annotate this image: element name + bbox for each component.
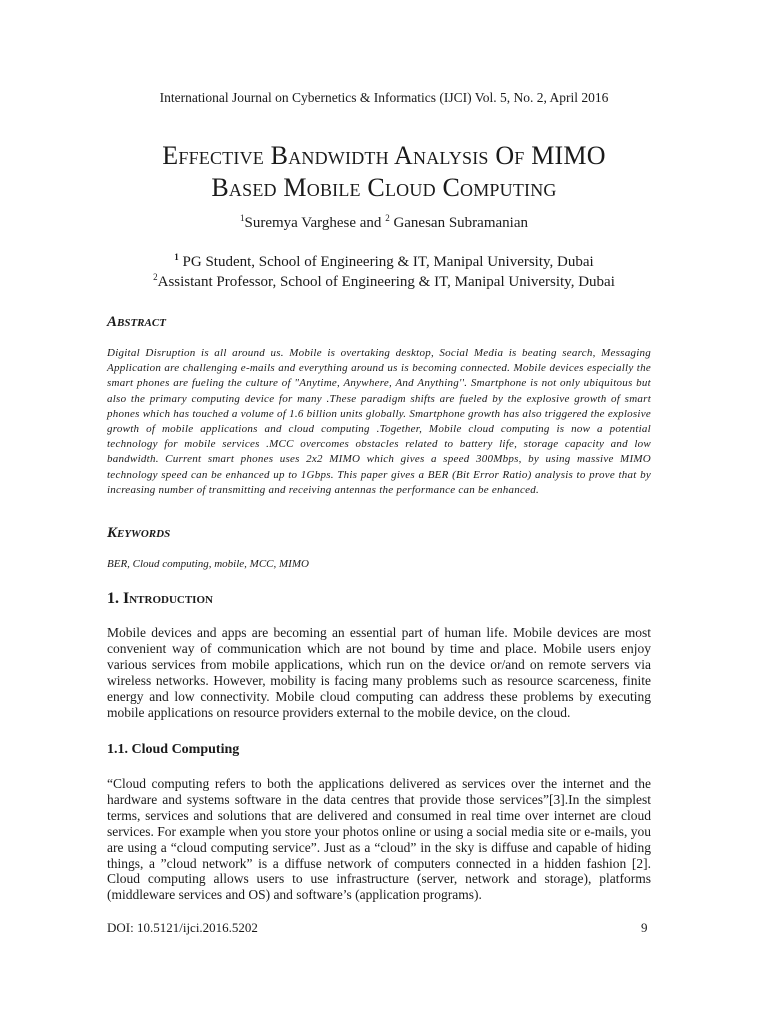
footer-page-number: 9 [641, 920, 648, 935]
paper-title-line1: Effective Bandwidth Analysis Of MIMO [162, 141, 606, 170]
affiliation1-superscript: 1 [174, 252, 179, 262]
introduction-heading: 1. Introduction [107, 590, 213, 607]
affiliation-2 [0, 274, 768, 291]
abstract-heading: Abstract [107, 314, 166, 330]
author1-name: Suremya Varghese [244, 215, 357, 231]
author2-superscript: 2 [385, 213, 390, 223]
affiliation-1 [0, 254, 768, 271]
paper-title-line2: Based Mobile Cloud Computing [211, 173, 557, 202]
keywords-heading: Keywords [107, 525, 171, 541]
author-list [0, 215, 768, 232]
cloud-computing-heading: 1.1. Cloud Computing [107, 742, 240, 757]
affiliation1-text: PG Student, School of Engineering & IT, Manipal University, Dubai [178, 254, 594, 270]
introduction-body: Mobile devices and apps are becoming an essential part of human life. Mobile devices are most convenient way of communication which are not bound by time and place. Mobile users enjoy various services from mobile applications, which run on the device or/and on remote servers via wireless networks. However, mobility is facing many problems such as resource scarceness, finite energy and low connectivity. Mobile cloud computing can address these problems by executing mobile applications on resource providers external to the mobile device, on the cloud. [107, 625, 651, 720]
author1-superscript: 1 [240, 213, 245, 223]
cloud-computing-body: “Cloud computing refers to both the applications delivered as services over the internet and the hardware and systems software in the data centres that provide those services”[3].In the simplest terms, services and solutions that are delivered and consumed in real time over internet are cloud services. For example when you store your photos online or using a social media site or e-mails, you are using a “cloud computing service”. Just as a “cloud” in the sky is diffuse and capable of hiding things, a ”cloud network” is a diffuse network of computers connected in a hidden fashion [2]. Cloud computing allows users to use infrastructure (server, network and storage), platforms (middleware services and OS) and software’s (application programs). [107, 776, 651, 903]
abstract-body: Digital Disruption is all around us. Mobile is overtaking desktop, Social Media is beating search, Messaging Application are challenging e-mails and everything around us is becoming connected. Mobile devices especially the smart phones are fueling the culture of "Anytime, Anywhere, And Anything''. Smartphone is not only ubiquitous but also the primary computing device for many .These paradigm shifts are fueled by the explosive growth of smart phones which has touched a volume of 1.6 billion units globally. Smartphone growth has also triggered the explosive growth of mobile applications and cloud computing .Together, Mobile cloud computing is now a potential technology for mobile services .MCC overcomes obstacles related to battery life, storage capacity and low bandwidth. Current smart phones uses 2x2 MIMO which gives a speed 300Mbps, by using massive MIMO technology speed can be enhanced up to 1Gbps. This paper gives a BER (Bit Error Ratio) analysis to prove that by increasing number of transmitting and receiving antennas the performance can be enhanced. [107, 347, 651, 496]
paper-title [0, 140, 768, 204]
journal-header: International Journal on Cybernetics & Informatics (IJCI) Vol. 5, No. 2, April 2016 [159, 90, 609, 105]
affiliation2-text: Assistant Professor, School of Engineering & IT, Manipal University, Dubai [157, 274, 615, 290]
author2-name: Ganesan Subramanian [389, 215, 528, 231]
affiliation2-superscript: 2 [153, 272, 158, 282]
keywords-body: BER, Cloud computing, mobile, MCC, MIMO [107, 558, 309, 570]
author-conjunction: and [356, 215, 386, 231]
footer-doi: DOI: 10.5121/ijci.2016.5202 [107, 920, 258, 935]
